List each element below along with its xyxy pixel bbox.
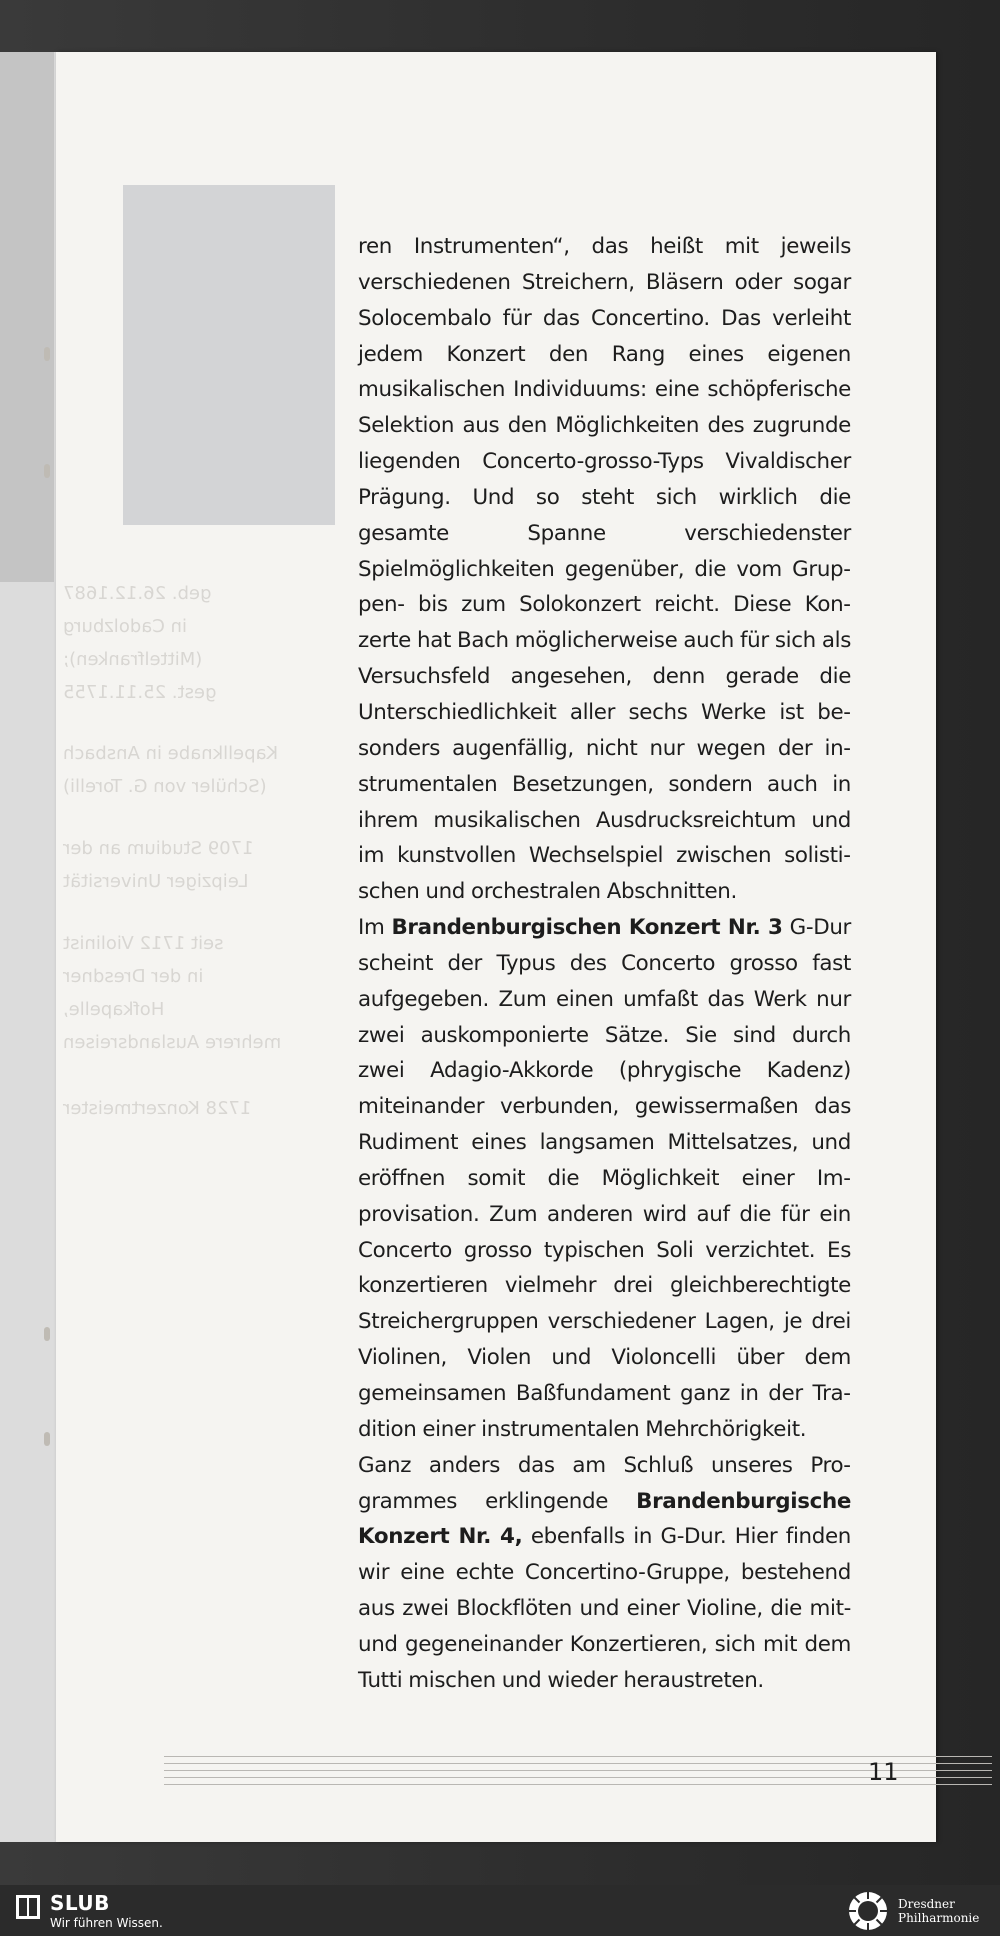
show-through-line: 1709 Studium an der: [63, 838, 254, 859]
slub-logo[interactable]: [14, 1891, 163, 1931]
show-through-photo: [123, 185, 335, 525]
philharmonie-emblem-icon: [842, 1889, 894, 1933]
paragraph: [358, 1448, 851, 1699]
philharmonie-line-1: Dresdner: [898, 1897, 955, 1911]
show-through-line: Hofkapelle,: [63, 999, 165, 1020]
document-page: [56, 52, 936, 1842]
show-through-line: seit 1712 Violinist: [63, 933, 224, 954]
paragraph: [358, 229, 851, 910]
show-through-block: [63, 737, 323, 803]
show-through-line: (Schüler von G. Torelli): [63, 776, 267, 797]
previous-page-photo-edge: [0, 52, 54, 582]
previous-page-edge: [0, 52, 56, 1842]
show-through-line: in Cadolzburg: [63, 616, 187, 637]
staff-line: [164, 1756, 992, 1757]
binding-mark: [44, 347, 50, 361]
bold-title-run: Brandenburgische Konzert Nr. 4,: [358, 1488, 851, 1550]
show-through-line: 1728 Konzertmeister: [63, 1098, 252, 1119]
show-through-line: gest. 25.11.1755: [63, 682, 217, 703]
show-through-line: (Mittelfranken);: [63, 649, 203, 670]
text-run: Ganz anders das am Schluß unseres Programmes erklingende: [358, 1452, 851, 1514]
paragraph: [358, 910, 851, 1448]
slub-name: SLUB: [50, 1891, 110, 1915]
bold-title-run: Brandenburgischen Konzert Nr. 3: [391, 915, 783, 941]
body-text: [358, 229, 851, 1699]
show-through-line: Leipziger Universität: [63, 871, 249, 892]
viewer-footer-bar: [0, 1885, 1000, 1936]
show-through-block: [63, 927, 323, 1059]
book-icon: [14, 1893, 42, 1921]
text-run: ebenfalls in G-Dur. Hier finden wir eine echte Concertino-Gruppe, bestehend aus zwei Blockflöten und einer Violine, die mit- und gegeneinander Konzertieren, sich mit dem Tutti mischen und wieder heraustreten.: [358, 1524, 852, 1693]
show-through-line: geb. 26.12.1687: [63, 583, 212, 604]
binding-mark: [44, 464, 50, 478]
text-run: ren Instrumenten“, das heißt mit jeweils verschiedenen Streichern, Bläsern oder sogar Solocembalo für das Concertino. Das verleiht jedem Konzert den Rang eines eigenen musikalischen Individuums: eine schöpferische Selektion aus den Möglichkeiten des zugrunde liegenden Concerto-grosso-Typs Vivaldischer Prägung. Und so steht sich wirklich die gesamte Spanne verschiedenster Spielmöglichkeiten gegenüber, die vom Gruppen- bis zum Solokonzert reicht. Diese Konzerte hat Bach möglicherweise auch für sich als Versuchsfeld angesehen, denn gerade die Unterschiedlichkeit aller sechs Werke ist besonders augenfällig, nicht nur wegen der instrumentalen Besetzungen, sondern auch in ihrem musikalischen Ausdrucksreichtum und im kunstvollen Wechselspiel zwischen solistischen und orchestralen Abschnitten.: [358, 234, 851, 905]
dresdner-philharmonie-logo[interactable]: [842, 1891, 979, 1931]
show-through-block: [63, 577, 323, 709]
show-through-block: [63, 1092, 323, 1125]
text-run: Im: [358, 915, 392, 941]
show-through-line: Kapellknabe in Ansbach: [63, 743, 279, 764]
page-number: 11: [868, 1758, 899, 1786]
show-through-line: mehrere Auslandsreisen: [63, 1032, 282, 1053]
text-run: G-Dur scheint der Typus des Concerto grosso fast aufgegeben. Zum einen umfaßt das Werk nur zwei auskomponierte Sätze. Sie sind durch zwei Adagio-Akkorde (phrygische Kadenz) miteinander verbunden, gewissermaßen das Rudiment eines langsamen Mittelsatzes, und eröffnen somit die Möglichkeit einer Improvisation. Zum anderen wird auf die für ein Concerto grosso typischen Soli verzichtet. Es konzertieren vielmehr drei gleichberechtigte Streichergruppen verschiedener Lagen, je drei Violinen, Violen und Violoncelli über dem gemeinsamen Baßfundament ganz in der Tradition einer instrumentalen Mehrchörigkeit.: [358, 915, 851, 1442]
show-through-line: in der Dresdner: [63, 966, 204, 987]
philharmonie-line-2: Philharmonie: [898, 1911, 980, 1925]
slub-tagline: Wir führen Wissen.: [50, 1916, 163, 1930]
binding-mark: [44, 1432, 50, 1446]
binding-mark: [44, 1327, 50, 1341]
show-through-block: [63, 832, 323, 898]
